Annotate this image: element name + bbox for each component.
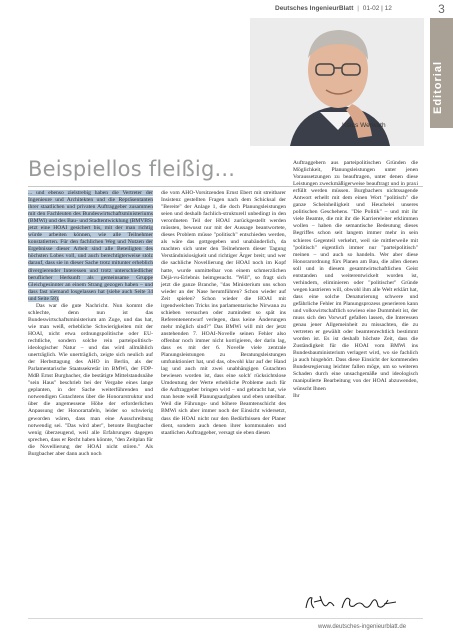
portrait-illustration [250,18,424,146]
lead-paragraph [28,190,153,303]
highlighted-intro: ... und ebenso zielstrebig haben die Vertreter der Ingenieure und Architekten und die Repräsentanten ihrer staatlichen und privaten Auftraggeber zusammen mit den Fachleuten des Bundeswirtschaftsministeriums (BMWi) und des Bau- und Stadtentwicklung (BMVBS) jetzt eine HOAI gesichert bis, mit der man richtig würde arbeiten können, wie alle Teilnehmer konstatierten. Für den fachlichen Weg und Nutzen der Ergebnisse dieser Arbeit sind alle Beteiligten des höchsten Lobes voll, und auch berechtigterweise stolz darauf, dass sie in dieser Sache trotz mitunter erheblich divergierender Interessen und trotz unterschiedlicher beruflicher Herkunft als gemeinsame Gruppe Gleichgesinnter an einem Strang gezogen haben – und dass fast niemand losgelassen hat (siehe auch Seite 34 und Seite 58). [28,190,154,302]
magazine-name: Deutsches IngenieurBlatt [275,5,354,12]
article-headline: Beispiellos fleißig... [28,157,236,181]
footer-url: www.deutsches-ingenieurblatt.de [318,624,407,630]
header-separator: | [357,5,359,12]
section-tab [430,18,453,128]
body-paragraph-1: Das war die gute Nachricht. Nun kommt die schlechte, denn nun ist das Bundeswirtschaftsministerium am Zuge, und das hat, wie man weiß, erhebliche Schwierigkeiten mit der HOAI, nicht etwa ordnungspolitische oder EU-rechtliche, sondern solche rein parteipolitisch-ideologischer Natur – und das wird allmählich unerträglich. Wie unerträglich, zeigte sich neulich auf der Herbsttagung des AHO in Berlin, als der Parlamentarische Staatssekretär im BMWi, der FDP-MdB Ernst Burgbacher, die bestätigte Mittelstandsnähe "sein Haus" beschrieb bei der Vergabe eines lange geplanten, in der Sache weiterführenden und notwendigen Gutachtens über die Honorarstruktur und über die angemessene Höhe der erforderlichen Anpassung der Honorartafeln, leider so schwierig geworden wären, dass man eine Ausschreibung notwendig sei. "Das wird aber", betonte Burgbacher wenig überzeugend, weil alle Erfahrungen dagegen sprechen, dass er Recht haben könnte, "den Zeitplan für die Novellierung der HOAI nicht stören." Als Burgbacher aber dann auch noch [28,302,153,457]
section-label: Editorial [432,60,444,114]
text-column-2 [161,190,286,437]
header-title [275,5,392,12]
footer-divider [28,618,423,619]
author-signature [302,592,402,614]
header-strip [0,0,453,18]
body-paragraph-2: die vom AHO-Vorsitzenden Ernst Ebert mit streitbarer Insistenz gestellten Fragen nach dem Schicksal der "Bereite" der Anlage 1, die doch Planungsleistungen seien und deshalb fachlich-strukturell unbedingt in den verordneten Teil der HOAI zurückgestellt werden müssten, bewusst nur mit der Aussage beantwortete, dieses Problem müsse "politisch" entschieden werden, als wäre das gottgegeben und unabänderlich, da machten sich unter den Teilnehmern dieser Tagung Verständnislosigkeit und richtiger Ärger breit; und wer die sachliche Novellierung der HOAI noch im Kopf hatte, wurde unmittelbar von einem schmerzlichen Déjà-vu-Erlebnis heimgesucht. "Will", so fragt sich jetzt die ganze Branche, "das Ministerium uns schon wieder an der Nase herumführen? Schon wieder auf Zeit spielen? Schon wieder die HOAI mit irgendwelchen Tricks ins parlamentarische Nirwana zu schieben versuchen oder zumindest so spät ins Referentenentwurf verlegen, dass keine Änderungen mehr möglich sind?" Das BMWi will mit der jetzt anstehenden 7. HOAI-Novelle seinen Fehler also offenbar noch immer nicht korrigieren, der darin lag, dass es mit der 6. Novelle viele zentrale Planungsleistungen zu Beratungsleistungen umfunktioniert hat, und das, obwohl klar auf der Hand lag und auch mit zwei unabhängigen Gutachten bewiesen worden ist, dass eine solch' rücksichtslose Umdeutung der Werte erhebliche Probleme auch für die Auftraggeber bringen wird – und gebracht hat, wie man heute weiß Planungsaufgaben und eben unteilbar. Weil die Führungs- und höhere Beamtenschicht des BMWi sich aber immer noch der Einsicht widersetzt, dass die HOAI nicht nur den Bedürfnissen der Planer dient, sondern auch denen ihrer kommunalen und staatlichen Auftraggeber, versagt sie eben diesen [161,190,286,436]
issue-number: 01-02 | 12 [362,5,392,12]
photo-caption: Klaus Werwath [342,122,386,129]
closing-word: Ihr [293,392,300,399]
body-paragraph-3: Auftraggebern aus parteipolitischen Gründen die Möglichkeit, Planungsleistungen unter jenen Voraussetzungen zu beauftragen, unter denen diese Leistungen zweckmäßigerweise beauftragt und in praxi erfüllt werden müssen. Burgbachers nichtssagende Antwort erhellt mit dem einen Wort "politisch" die ganze Scheinheiligkeit und Heuchelei unseres politischen Geschehens. "Die Politik" – und mit ihr viele Beamte, die mit ihr die Karriereleiter erklimmen wollen – haben die semantische Bedeutung dieses Begriffes schon seit langem immer mehr in sein schieres Gegenteil verkehrt, weil sie mittlerweile mit "politisch" eigentlich immer nur "parteipolitisch" meinen – und auch so handeln. Wer aber diese Honorarordnung fürs Planen am Bau, die allen dienen soll und in diesem gesamtwirtschaftlichen Geist entstanden und weiterentwickelt worden ist, verhindern, eliminieren oder "politischer" Gründe wegen kastrieren will, obwohl ihm alle Welt erklärt hat, dass eine solche Denaturierung schwere und gefährliche Fehler im Planungsprozess generieren kann und volkswirtschaftlich sowieso eine Dummheit ist, der muss sich den Vorwurf gefallen lassen, die Interessen genau jener Allgemeinheit zu missachten, die zu vertreten er gewählt oder beamtenrechtlich bestimmt worden ist. Es ist deshalb höchste Zeit, dass die Zuständigkeit für die HOAI vom BMWi ins Bundesbauministerium verlagert wird, wo sie fachlich ja auch hingehört. Dass diese Einsicht der kommenden Bundesregierung leichter fallen möge, um so weiteren Schaden durch eine unsachgemäße und ideologisch manipulierte Bearbeitung von der HOAI abzuwenden, wünscht Ihnen [293,160,418,392]
page-number: 3 [438,2,445,16]
author-photo [250,18,424,146]
text-column-3 [293,160,418,400]
text-column-1 [28,190,153,458]
